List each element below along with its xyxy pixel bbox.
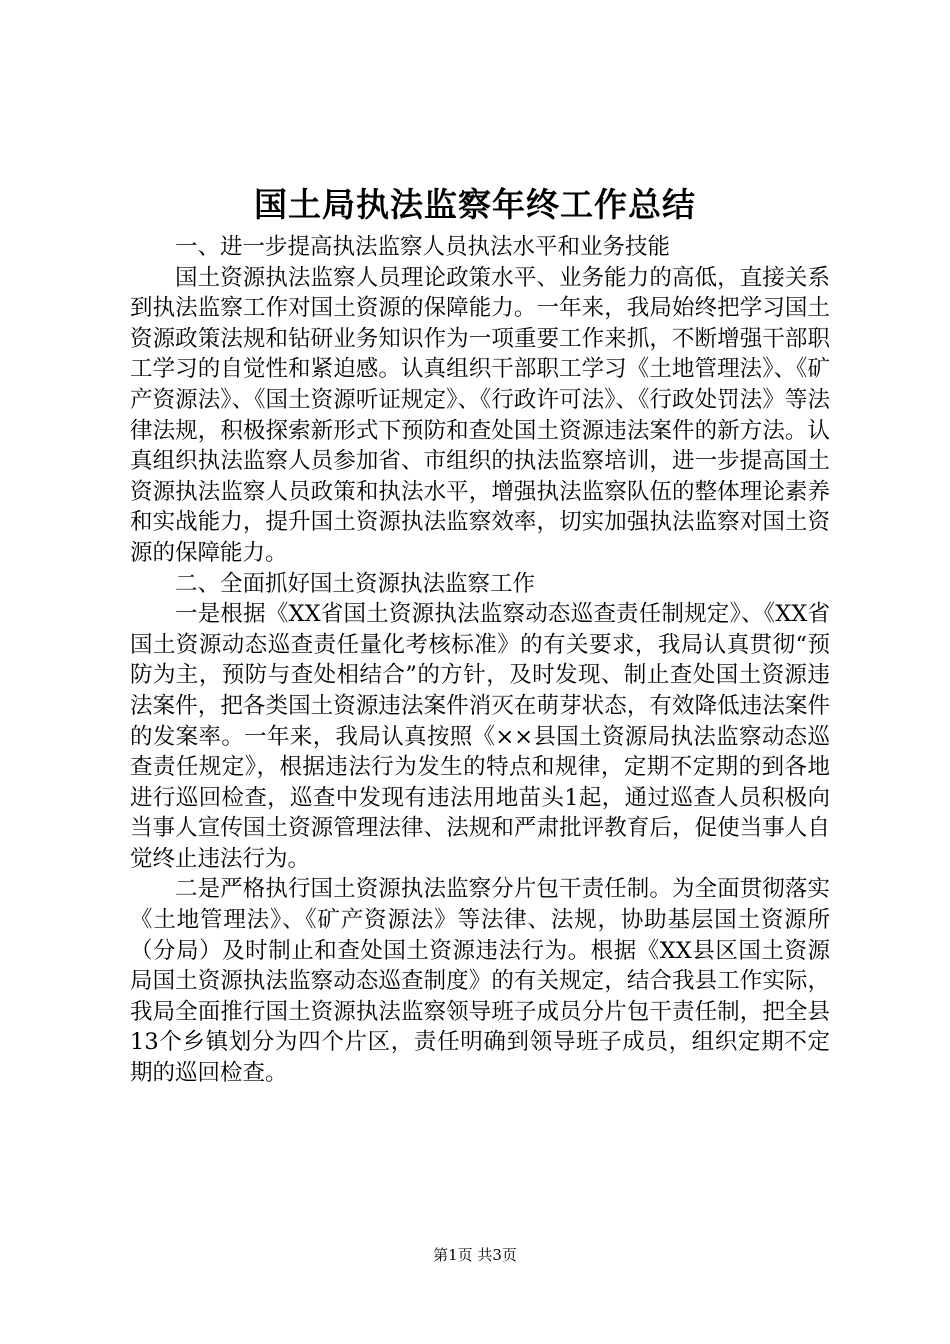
section-heading-1: 一、进一步提高执法监察人员执法水平和业务技能 [175, 234, 671, 260]
paragraph-2: 一是根据《XX省国土资源执法监察动态巡查责任制规定》、《XX省国土资源动态巡查责任量化考核标准》的有关要求，我局认真贯彻“预防为主，预防与查处相结合”的方针，及时发现、制止查处国土资源违法案件，把各类国土资源违法案件消灭在萌芽状态，有效降低违法案件的发案率。一年来，我局认真按照《××县国土资源局执法监察动态巡查责任规定》，根据违法行为发生的特点和规律，定期不定期的到各地进行巡回检查，巡查中发现有违法用地苗头1起，通过巡查人员积极向当事人宣传国土资源管理法律、法规和严肃批评教育后，促使当事人自觉终止违法行为。 [130, 601, 830, 872]
section-heading-2: 二、全面抓好国土资源执法监察工作 [175, 570, 536, 597]
paragraph-1: 国土资源执法监察人员理论政策水平、业务能力的高低，直接关系到执法监察工作对国土资源的保障能力。一年来，我局始终把学习国土资源政策法规和钻研业务知识作为一项重要工作来抓，不断增强干部职工学习的自觉性和紧迫感。认真组织干部职工学习《土地管理法》、《矿产资源法》、《国土资源听证规定》、《行政许可法》、《行政处罚法》等法律法规，积极探索新形式下预防和查处国土资源违法案件的新方法。认真组织执法监察人员参加省、市组织的执法监察培训，进一步提高国土资源执法监察人员政策和执法水平，增强执法监察队伍的整体理论素养和实战能力，提升国土资源执法监察效率，切实加强执法监察对国土资源的保障能力。 [130, 264, 830, 566]
page-footer: 第1页 共3页 [433, 1246, 517, 1264]
document-title: 国土局执法监察年终工作总结 [254, 185, 696, 224]
document-body [130, 232, 830, 1089]
paragraph-3: 二是严格执行国土资源执法监察分片包干责任制。为全面贯彻落实《土地管理法》、《矿产资源法》等法律、法规，协助基层国土资源所（分局）及时制止和查处国土资源违法行为。根据《XX县区国土资源局国土资源执法监察动态巡查制度》的有关规定，结合我县工作实际，我局全面推行国土资源执法监察领导班子成员分片包干责任制，把全县13个乡镇划分为四个片区，责任明确到领导班子成员，组织定期不定期的巡回检查。 [130, 876, 830, 1087]
